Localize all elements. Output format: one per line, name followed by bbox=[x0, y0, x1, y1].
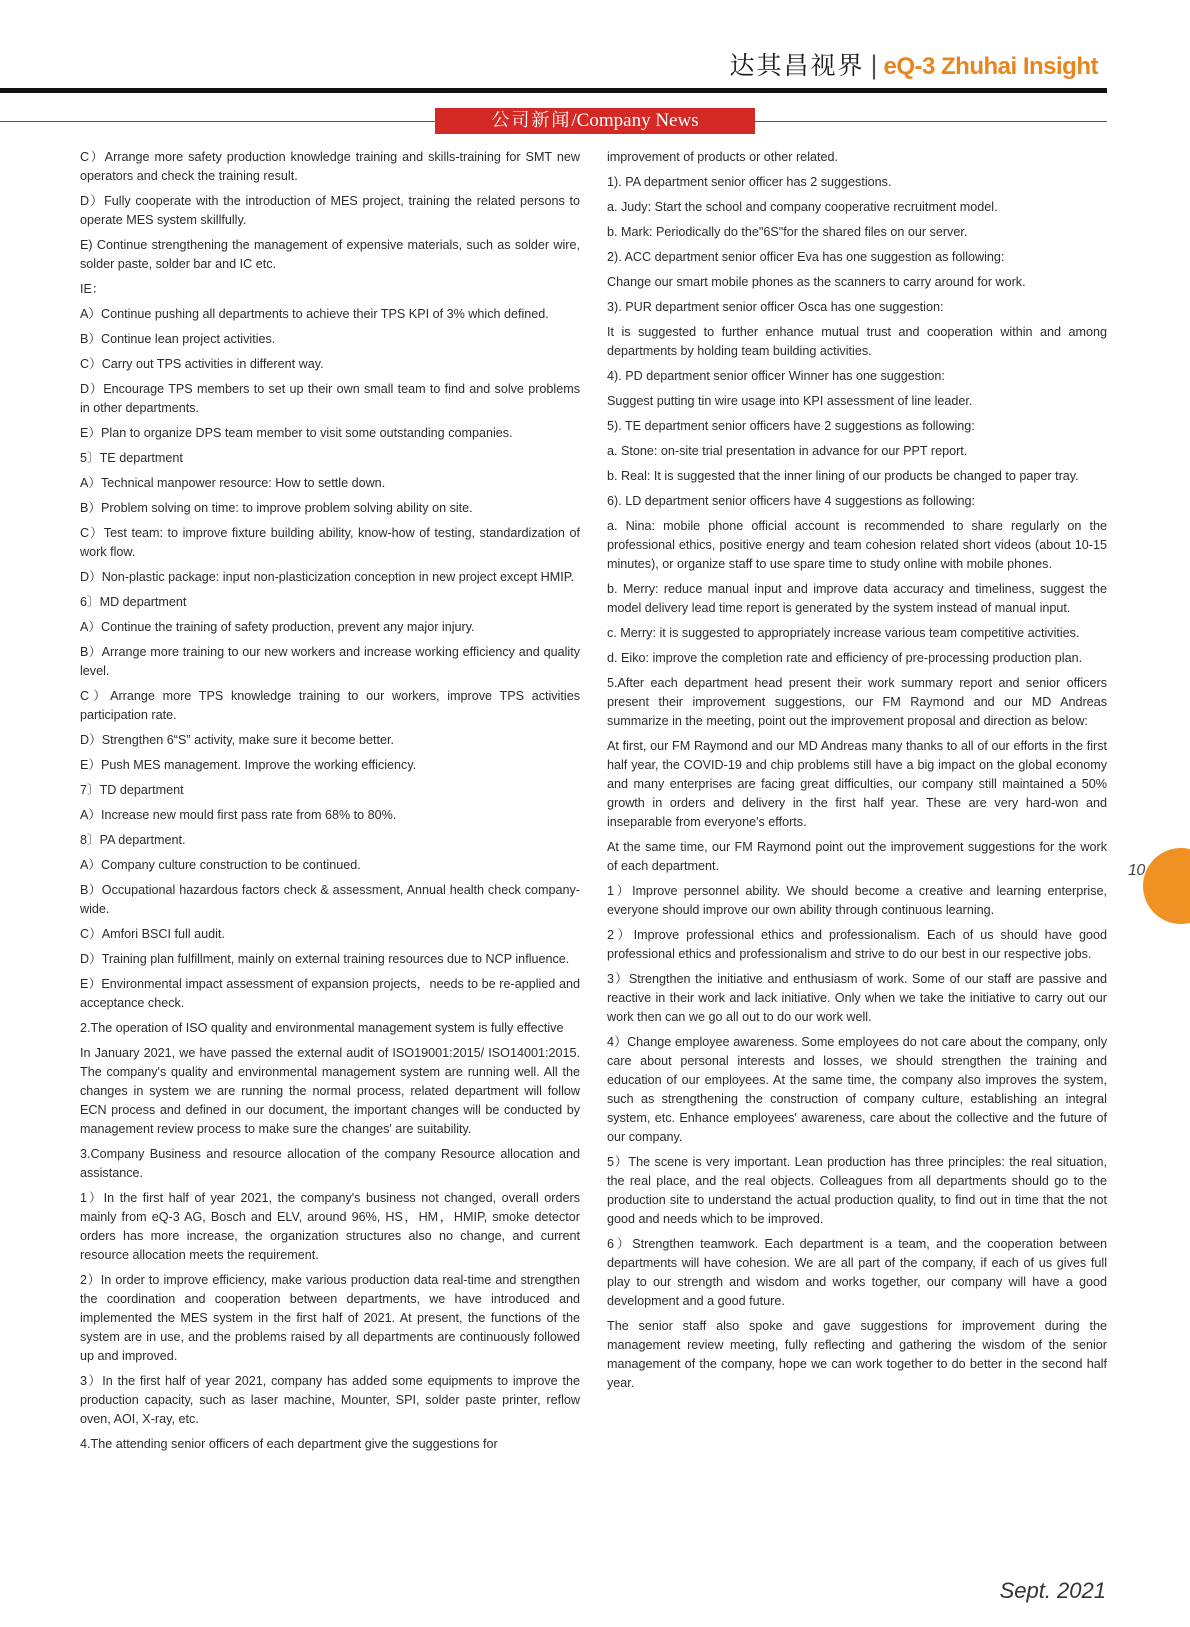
paragraph: C）Arrange more safety production knowledge training and skills-training for SMT new operators and check the training result. bbox=[80, 150, 580, 183]
paragraph: D）Training plan fulfillment, mainly on external training resources due to NCP influence. bbox=[80, 952, 570, 966]
paragraph: At the same time, our FM Raymond point out the improvement suggestions for the work of each department. bbox=[607, 840, 1107, 873]
paragraph: C）Test team: to improve fixture building ability, know-how of testing, standardization of work flow. bbox=[80, 526, 580, 559]
header-separator: | bbox=[870, 50, 878, 80]
paragraph: E）Environmental impact assessment of expansion projects，needs to be re-applied and acceptance check. bbox=[80, 977, 580, 1010]
paragraph: a. Nina: mobile phone official account is recommended to share regularly on the professional ethics, positive energy and team cohesion related short videos (about 10-15 minutes), or organize staff to use spare time to study online with mobile phones. bbox=[607, 519, 1107, 571]
paragraph: C）Arrange more TPS knowledge training to our workers, improve TPS activities participation rate. bbox=[80, 689, 580, 722]
paragraph: c. Merry: it is suggested to appropriately increase various team competitive activities. bbox=[607, 626, 1080, 640]
paragraph: In January 2021, we have passed the external audit of ISO19001:2015/ ISO14001:2015. The company's quality and environmental management system are running well. All the changes in system we are running the normal process, related department will follow ECN process and defined in our document, the important changes will be conducted by management review process to make sure the changes' are suitability. bbox=[80, 1046, 580, 1136]
paragraph: E）Push MES management. Improve the working efficiency. bbox=[80, 758, 417, 772]
paragraph: d. Eiko: improve the completion rate and efficiency of pre-processing production plan. bbox=[607, 651, 1083, 665]
section-label-en: /Company News bbox=[571, 110, 699, 131]
page-tab-marker bbox=[1143, 848, 1190, 924]
paragraph: B）Continue lean project activities. bbox=[80, 332, 276, 346]
paragraph: 4.The attending senior officers of each department give the suggestions for bbox=[80, 1437, 498, 1451]
paragraph: 5）The scene is very important. Lean production has three principles: the real situation, the real place, and the real objects. Colleagues from all departments should go to the production site to understand the actual production quality, to find out in time that the not good and needs which to be improved. bbox=[607, 1155, 1107, 1226]
paragraph: D）Encourage TPS members to set up their own small team to find and solve problems in other departments. bbox=[80, 382, 580, 415]
paragraph: B）Problem solving on time: to improve problem solving ability on site. bbox=[80, 501, 473, 515]
paragraph: 5〕TE department bbox=[80, 451, 183, 465]
paragraph: D）Fully cooperate with the introduction of MES project, training the related persons to operate MES system skillfully. bbox=[80, 194, 580, 227]
paragraph: 4）Change employee awareness. Some employees do not care about the company, only care about personal interests and losses, we should strengthen the training and education of our employees. At the same time, the company also improves the system, such as strengthening the construction of company culture, establishing an integral system, etc. Enhance employees' awareness, care about the collective and the future of our company. bbox=[607, 1035, 1107, 1144]
paragraph: C）Carry out TPS activities in different way. bbox=[80, 357, 324, 371]
paragraph: 3.Company Business and resource allocation of the company Resource allocation and assistance. bbox=[80, 1147, 580, 1180]
issue-date: Sept. 2021 bbox=[999, 1578, 1106, 1603]
paragraph: b. Real: It is suggested that the inner lining of our products be changed to paper tray. bbox=[607, 469, 1079, 483]
right-column bbox=[607, 148, 1107, 1399]
paragraph: a. Judy: Start the school and company cooperative recruitment model. bbox=[607, 200, 998, 214]
magazine-title-en: eQ-3 Zhuhai Insight bbox=[883, 53, 1098, 80]
paragraph: 6）Strengthen teamwork. Each department is a team, and the cooperation between departments will have cohesion. We are all part of the company, if each of us gives full play to our strength and wisdom and works together, our company will have a good development and a good future. bbox=[607, 1237, 1107, 1308]
paragraph: 1). PA department senior officer has 2 suggestions. bbox=[607, 175, 892, 189]
paragraph: Change our smart mobile phones as the scanners to carry around for work. bbox=[607, 275, 1026, 289]
paragraph: 2.The operation of ISO quality and environmental management system is fully effective bbox=[80, 1021, 564, 1035]
paragraph: Suggest putting tin wire usage into KPI assessment of line leader. bbox=[607, 394, 973, 408]
header-thick-rule bbox=[0, 88, 1107, 93]
paragraph: A）Increase new mould first pass rate from 68% to 80%. bbox=[80, 808, 397, 822]
section-banner bbox=[435, 108, 755, 134]
paragraph: 4). PD department senior officer Winner has one suggestion: bbox=[607, 369, 945, 383]
paragraph: 2). ACC department senior officer Eva has one suggestion as following: bbox=[607, 250, 1005, 264]
paragraph: 1）Improve personnel ability. We should become a creative and learning enterprise, everyone should improve our own ability through continuous learning. bbox=[607, 884, 1107, 917]
paragraph: The senior staff also spoke and gave suggestions for improvement during the management review meeting, fully reflecting and gathering the wisdom of the senior management of the company, hope we can work together to do better in the second half year. bbox=[607, 1319, 1107, 1390]
paragraph: IE： bbox=[80, 282, 105, 296]
page-number: 10 bbox=[1128, 862, 1145, 879]
paragraph: B）Occupational hazardous factors check & assessment, Annual health check company-wide. bbox=[80, 883, 580, 916]
paragraph: 1）In the first half of year 2021, the company's business not changed, overall orders mainly from eQ-3 AG, Bosch and ELV, around 96%, HS，HM，HMIP, smoke detector orders has more increase, the organization structures also no change, and current resource allocation meets the requirement. bbox=[80, 1191, 580, 1262]
paragraph: It is suggested to further enhance mutual trust and cooperation within and among departments by holding team building activities. bbox=[607, 325, 1107, 358]
paragraph: A）Company culture construction to be continued. bbox=[80, 858, 361, 872]
paragraph: 5.After each department head present their work summary report and senior officers present their improvement suggestions, our FM Raymond and our MD Andreas summarize in the meeting, point out the improvement proposal and direction as below: bbox=[607, 676, 1107, 728]
paragraph: 2）In order to improve efficiency, make various production data real-time and strengthen the coordination and cooperation between departments, we have introduced and implemented the MES system in the first half of 2021. At present, the functions of the system are in use, and the problems raised by all departments are continuously followed up and improved. bbox=[80, 1273, 580, 1363]
paragraph: 3）Strengthen the initiative and enthusiasm of work. Some of our staff are passive and reactive in their work and lack initiative. Only when we take the initiative to carry out our work then can we go all out to do our work well. bbox=[607, 972, 1107, 1024]
paragraph: C）Amfori BSCI full audit. bbox=[80, 927, 225, 941]
left-column bbox=[80, 148, 580, 1460]
paragraph: D）Non-plastic package: input non-plasticization conception in new project except HMIP. bbox=[80, 570, 574, 584]
paragraph: D）Strengthen 6“S” activity, make sure it become better. bbox=[80, 733, 395, 747]
paragraph: 8〕PA department. bbox=[80, 833, 186, 847]
paragraph: b. Merry: reduce manual input and improve data accuracy and timeliness, suggest the model delivery lead time report is generated by the system instead of manual input. bbox=[607, 582, 1107, 615]
paragraph: b. Mark: Periodically do the"6S"for the shared files on our server. bbox=[607, 225, 968, 239]
paragraph: 2）Improve professional ethics and professionalism. Each of us should have good professional ethics and professionalism and strive to do our best in our respective jobs. bbox=[607, 928, 1107, 961]
paragraph: 6〕MD department bbox=[80, 595, 187, 609]
magazine-header bbox=[729, 48, 1098, 84]
paragraph: a. Stone: on-site trial presentation in advance for our PPT report. bbox=[607, 444, 968, 458]
magazine-title-cn: 达其昌视界 bbox=[729, 51, 865, 80]
paragraph: 7〕TD department bbox=[80, 783, 184, 797]
paragraph: A）Continue pushing all departments to achieve their TPS KPI of 3% which defined. bbox=[80, 307, 549, 321]
paragraph: A）Technical manpower resource: How to settle down. bbox=[80, 476, 386, 490]
paragraph: 3）In the first half of year 2021, company has added some equipments to improve the production capacity, such as laser machine, Mounter, SPI, solder paste printer, reflow oven, AOI, X-ray, etc. bbox=[80, 1374, 580, 1426]
paragraph: 6). LD department senior officers have 4 suggestions as following: bbox=[607, 494, 975, 508]
paragraph: 3). PUR department senior officer Osca has one suggestion: bbox=[607, 300, 944, 314]
section-label-cn: 公司新闻 bbox=[491, 110, 572, 131]
paragraph: E) Continue strengthening the management of expensive materials, such as solder wire, solder paste, solder bar and IC etc. bbox=[80, 238, 580, 271]
paragraph: E）Plan to organize DPS team member to visit some outstanding companies. bbox=[80, 426, 513, 440]
paragraph: B）Arrange more training to our new workers and increase working efficiency and quality level. bbox=[80, 645, 580, 678]
paragraph: improvement of products or other related. bbox=[607, 150, 838, 164]
paragraph: At first, our FM Raymond and our MD Andreas many thanks to all of our efforts in the first half year, the COVID-19 and chip problems still have a big impact on the global economy and many enterprises are facing great difficulties, our company still maintained a 50% growth in orders and delivery in the first half year. These are very hard-won and inseparable from everyone's efforts. bbox=[607, 739, 1107, 829]
paragraph: A）Continue the training of safety production, prevent any major injury. bbox=[80, 620, 475, 634]
paragraph: 5). TE department senior officers have 2 suggestions as following: bbox=[607, 419, 975, 433]
